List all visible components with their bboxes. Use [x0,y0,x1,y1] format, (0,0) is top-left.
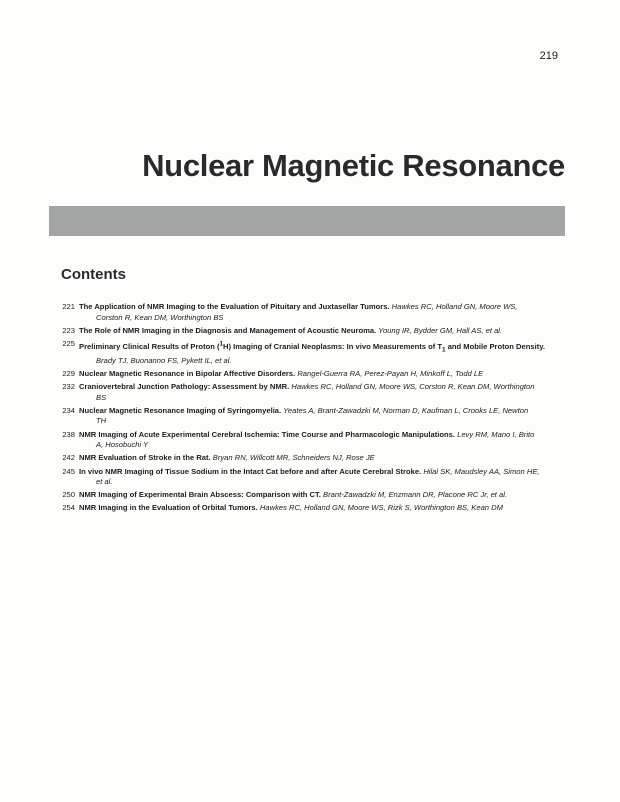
toc-title: Nuclear Magnetic Resonance in Bipolar Affective Disorders. [79,368,296,378]
toc-page-number: 221 [62,302,75,311]
toc-entry[interactable] [49,302,567,323]
toc-authors: Young IR, Bydder GM, Hall AS, et al. [378,325,503,335]
contents-heading: Contents [61,266,126,283]
toc-entry[interactable] [49,503,567,514]
toc-authors: Brant-Zawadzki M, Enzmann DR, Placone RC Jr, et al. [323,490,508,500]
toc-authors-continued: A, Hosobuchi Y [96,440,149,450]
toc-entry[interactable] [49,339,567,366]
toc-title: The Application of NMR Imaging to the Evaluation of Pituitary and Juxtasellar Tumors. [79,302,390,311]
toc-title: NMR Imaging in the Evaluation of Orbital Tumors. [79,503,258,513]
toc-authors-continued: TH [96,416,107,426]
toc-page-number: 225 [62,338,75,348]
toc-authors: Yeates A, Brant-Zawadzki M, Norman D, Kaufman L, Crooks LE, Newton [283,405,529,415]
toc-page-number: 238 [62,429,75,439]
toc-entry[interactable] [49,467,567,488]
toc-page-number: 223 [62,325,75,335]
toc-page-number: 254 [62,503,75,513]
toc-page-number: 242 [62,453,75,463]
toc-page-number: 229 [62,368,75,378]
section-title: Nuclear Magnetic Resonance [142,148,565,183]
toc-entry[interactable] [49,490,567,501]
toc-title: Nuclear Magnetic Resonance Imaging of Syringomyelia. [79,405,282,415]
toc-title: Craniovertebral Junction Pathology: Assessment by NMR. [79,381,290,391]
toc-authors: Rangel-Guerra RA, Perez-Payan H, Minkoff L, Todd LE [297,368,484,378]
toc-entry[interactable] [49,406,567,427]
toc-authors: Brady TJ, Buonanno FS, Pykett IL, et al. [96,355,232,365]
page-number: 219 [539,50,558,62]
title-divider-bar [49,206,565,236]
toc-authors-continued: Corston R, Kean DM, Worthington BS [96,312,224,322]
toc-entry[interactable] [49,430,567,451]
toc-entry[interactable] [49,382,567,403]
toc-authors: Hawkes RC, Holland GN, Moore WS, Rizk S, Worthington BS, Kean DM [259,503,503,513]
toc-authors-continued: et al. [96,477,113,487]
toc-page-number: 245 [62,466,75,476]
toc-entry[interactable] [49,453,567,464]
toc-authors: Bryan RN, Willcott MR, Schneiders NJ, Rose JE [212,453,375,463]
toc-authors: Hawkes RC, Holland GN, Moore WS, Corston R, Kean DM, Worthington [291,381,535,391]
toc-entry[interactable] [49,369,567,380]
toc-title: In vivo NMR Imaging of Tissue Sodium in the Intact Cat before and after Acute Cerebral Stroke. [79,466,422,476]
toc-title: NMR Evaluation of Stroke in the Rat. [79,453,211,463]
toc-authors: Levy RM, Mano I, Brito [457,429,535,439]
toc-page-number: 234 [62,405,75,415]
toc-page-number: 250 [62,490,75,500]
toc-title: NMR Imaging of Acute Experimental Cerebral Ischemia: Time Course and Pharmacologic Manipulations. [79,429,455,439]
toc-authors: Hilal SK, Maudsley AA, Simon HE, [423,466,540,476]
toc-authors-continued: BS [96,392,107,402]
toc-title: NMR Imaging of Experimental Brain Abscess: Comparison with CT. [79,490,321,500]
toc-title: The Role of NMR Imaging in the Diagnosis and Management of Acoustic Neuroma. [79,325,377,335]
toc-title: Preliminary Clinical Results of Proton ($^1$H) Imaging of Cranial Neoplasms: In vivo Measurements of $T_1$ and Mobile Proton Density. [79,339,546,354]
toc-entry[interactable] [49,326,567,337]
table-of-contents [49,302,567,517]
toc-page-number: 232 [62,381,75,391]
toc-authors: Hawkes RC, Holland GN, Moore WS, [391,302,518,311]
